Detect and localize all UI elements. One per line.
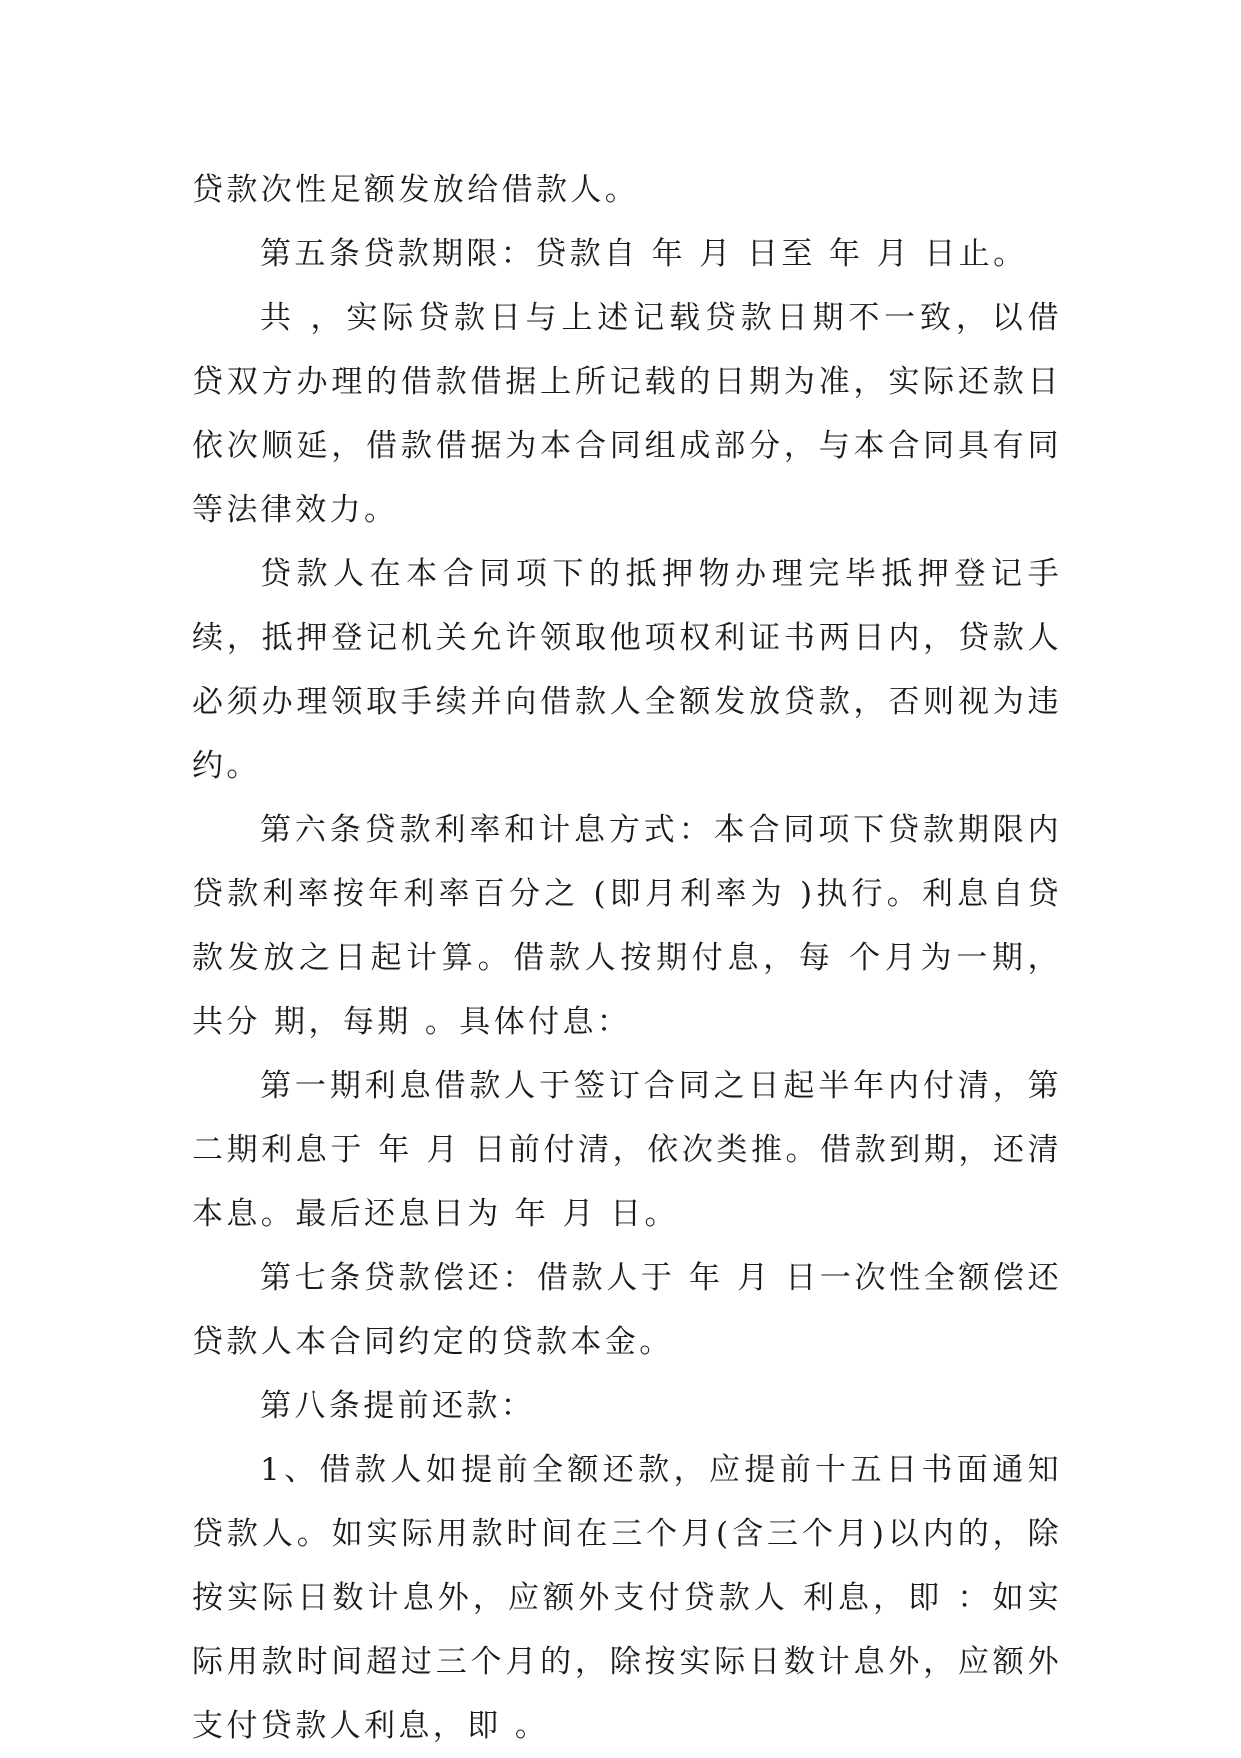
paragraph-article-8-prepayment: 第八条提前还款： bbox=[260, 1388, 536, 1424]
paragraph-actual-loan-date: 共 ，实际贷款日与上述记载贷款日期不一致，以借贷双方办理的借款借据上所记载的日期为准，实际还款日依次顺延，借款借据为本合同组成部分，与本合同具有同等法律效力。 bbox=[192, 300, 1062, 528]
paragraph-article-6-interest-rate: 第六条贷款利率和计息方式：本合同项下贷款期限内贷款利率按年利率百分之 (即月利率为 )执行。利息自贷款发放之日起计算。借款人按期付息，每 个月为一期，共分 期，每期 。具体付息： bbox=[192, 812, 1062, 1040]
document-body bbox=[192, 158, 1062, 1758]
paragraph-prepayment-clause-1: 1、借款人如提前全额还款，应提前十五日书面通知贷款人。如实际用款时间在三个月(含三个月)以内的，除按实际日数计息外，应额外支付贷款人 利息，即 ：如实际用款时间超过三个月的，除按实际日数计息外，应额外支付贷款人利息，即 。 bbox=[192, 1452, 1062, 1744]
paragraph-article-7-repayment: 第七条贷款偿还：借款人于 年 月 日一次性全额偿还贷款人本合同约定的贷款本金。 bbox=[192, 1260, 1062, 1360]
paragraph-mortgage-registration: 贷款人在本合同项下的抵押物办理完毕抵押登记手续，抵押登记机关允许领取他项权利证书两日内，贷款人必须办理领取手续并向借款人全额发放贷款，否则视为违约。 bbox=[192, 556, 1062, 784]
paragraph-loan-disbursement-end: 贷款次性足额发放给借款人。 bbox=[192, 172, 640, 208]
paragraph-article-5-loan-term: 第五条贷款期限：贷款自 年 月 日至 年 月 日止。 bbox=[260, 236, 1028, 272]
paragraph-interest-payment-schedule: 第一期利息借款人于签订合同之日起半年内付清，第二期利息于 年 月 日前付清，依次类推。借款到期，还清本息。最后还息日为 年 月 日。 bbox=[192, 1068, 1062, 1232]
